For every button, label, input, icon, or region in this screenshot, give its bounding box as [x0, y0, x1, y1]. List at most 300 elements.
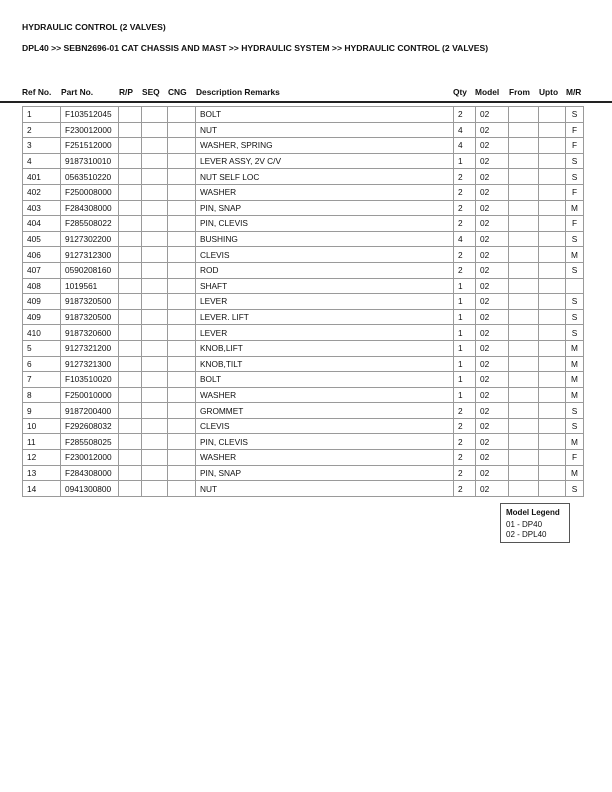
cell-ref: 401: [23, 169, 61, 185]
cell-cng: [168, 465, 196, 481]
cell-from: [509, 169, 539, 185]
page-title: HYDRAULIC CONTROL (2 VALVES): [22, 22, 166, 32]
cell-qty: 1: [454, 294, 476, 310]
cell-seq: [142, 340, 168, 356]
table-row: [23, 107, 584, 123]
col-description: Description Remarks: [196, 87, 280, 97]
cell-rp: [119, 387, 142, 403]
cell-part: 1019561: [61, 278, 119, 294]
cell-upto: [539, 122, 566, 138]
cell-from: [509, 309, 539, 325]
table-row: [23, 450, 584, 466]
col-upto: Upto: [539, 87, 559, 97]
cell-from: [509, 356, 539, 372]
cell-upto: [539, 356, 566, 372]
cell-qty: 4: [454, 122, 476, 138]
table-row: [23, 403, 584, 419]
cell-from: [509, 372, 539, 388]
table-row: [23, 418, 584, 434]
cell-seq: [142, 294, 168, 310]
cell-part: F251512000: [61, 138, 119, 154]
table-row: [23, 325, 584, 341]
cell-ref: 11: [23, 434, 61, 450]
cell-desc: NUT SELF LOC: [196, 169, 454, 185]
col-model: Model: [475, 87, 500, 97]
cell-desc: NUT: [196, 481, 454, 497]
cell-cng: [168, 294, 196, 310]
cell-qty: 2: [454, 169, 476, 185]
cell-from: [509, 247, 539, 263]
col-part-no: Part No.: [61, 87, 94, 97]
cell-model: 02: [476, 216, 509, 232]
cell-model: 02: [476, 481, 509, 497]
cell-from: [509, 278, 539, 294]
cell-seq: [142, 309, 168, 325]
cell-seq: [142, 184, 168, 200]
cell-seq: [142, 372, 168, 388]
cell-seq: [142, 403, 168, 419]
cell-part: 0941300800: [61, 481, 119, 497]
cell-from: [509, 450, 539, 466]
cell-part: 9187320600: [61, 325, 119, 341]
cell-upto: [539, 216, 566, 232]
cell-seq: [142, 325, 168, 341]
table-row: [23, 465, 584, 481]
cell-cng: [168, 418, 196, 434]
cell-model: 02: [476, 153, 509, 169]
cell-ref: 403: [23, 200, 61, 216]
cell-rp: [119, 465, 142, 481]
cell-qty: 2: [454, 200, 476, 216]
cell-part: 0590208160: [61, 262, 119, 278]
cell-seq: [142, 418, 168, 434]
cell-upto: [539, 418, 566, 434]
cell-qty: 1: [454, 325, 476, 341]
cell-ref: 402: [23, 184, 61, 200]
cell-cng: [168, 278, 196, 294]
cell-desc: LEVER ASSY, 2V C/V: [196, 153, 454, 169]
table-row: [23, 169, 584, 185]
cell-model: 02: [476, 340, 509, 356]
cell-seq: [142, 107, 168, 123]
cell-ref: 14: [23, 481, 61, 497]
cell-qty: 4: [454, 231, 476, 247]
cell-mr: S: [566, 418, 584, 434]
cell-seq: [142, 278, 168, 294]
cell-part: 9187320500: [61, 309, 119, 325]
model-legend: [500, 503, 570, 543]
cell-cng: [168, 481, 196, 497]
cell-model: 02: [476, 325, 509, 341]
cell-qty: 1: [454, 278, 476, 294]
cell-part: 9127302200: [61, 231, 119, 247]
cell-mr: S: [566, 231, 584, 247]
cell-desc: ROD: [196, 262, 454, 278]
cell-seq: [142, 387, 168, 403]
cell-ref: 7: [23, 372, 61, 388]
cell-model: 02: [476, 138, 509, 154]
cell-upto: [539, 184, 566, 200]
legend-title: Model Legend: [506, 508, 560, 517]
cell-upto: [539, 340, 566, 356]
cell-mr: M: [566, 200, 584, 216]
cell-ref: 13: [23, 465, 61, 481]
cell-model: 02: [476, 434, 509, 450]
cell-seq: [142, 200, 168, 216]
cell-seq: [142, 465, 168, 481]
table-row: [23, 231, 584, 247]
cell-from: [509, 122, 539, 138]
cell-seq: [142, 153, 168, 169]
cell-cng: [168, 231, 196, 247]
table-row: [23, 309, 584, 325]
cell-upto: [539, 294, 566, 310]
cell-cng: [168, 153, 196, 169]
cell-upto: [539, 309, 566, 325]
cell-ref: 10: [23, 418, 61, 434]
col-rp: R/P: [119, 87, 133, 97]
cell-desc: WASHER, SPRING: [196, 138, 454, 154]
cell-seq: [142, 356, 168, 372]
cell-rp: [119, 372, 142, 388]
cell-ref: 409: [23, 294, 61, 310]
cell-rp: [119, 153, 142, 169]
cell-seq: [142, 481, 168, 497]
cell-model: 02: [476, 418, 509, 434]
cell-qty: 2: [454, 450, 476, 466]
cell-cng: [168, 450, 196, 466]
cell-rp: [119, 200, 142, 216]
cell-cng: [168, 107, 196, 123]
cell-part: F285508022: [61, 216, 119, 232]
cell-ref: 407: [23, 262, 61, 278]
cell-cng: [168, 262, 196, 278]
cell-ref: 404: [23, 216, 61, 232]
cell-desc: PIN, CLEVIS: [196, 434, 454, 450]
cell-qty: 2: [454, 247, 476, 263]
cell-from: [509, 294, 539, 310]
cell-rp: [119, 403, 142, 419]
cell-upto: [539, 247, 566, 263]
cell-upto: [539, 278, 566, 294]
cell-part: F103512045: [61, 107, 119, 123]
cell-model: 02: [476, 122, 509, 138]
cell-from: [509, 403, 539, 419]
cell-from: [509, 325, 539, 341]
cell-part: F285508025: [61, 434, 119, 450]
cell-mr: M: [566, 356, 584, 372]
cell-mr: S: [566, 325, 584, 341]
cell-part: F292608032: [61, 418, 119, 434]
cell-part: 9127312300: [61, 247, 119, 263]
cell-model: 02: [476, 356, 509, 372]
cell-qty: 1: [454, 387, 476, 403]
cell-rp: [119, 122, 142, 138]
cell-from: [509, 387, 539, 403]
table-row: [23, 278, 584, 294]
col-qty: Qty: [453, 87, 467, 97]
table-row: [23, 372, 584, 388]
cell-from: [509, 434, 539, 450]
cell-mr: S: [566, 153, 584, 169]
cell-cng: [168, 216, 196, 232]
cell-seq: [142, 216, 168, 232]
table-row: [23, 294, 584, 310]
cell-qty: 1: [454, 356, 476, 372]
cell-desc: SHAFT: [196, 278, 454, 294]
cell-desc: BOLT: [196, 372, 454, 388]
cell-ref: 405: [23, 231, 61, 247]
cell-upto: [539, 481, 566, 497]
cell-desc: PIN, SNAP: [196, 465, 454, 481]
table-row: [23, 200, 584, 216]
cell-from: [509, 200, 539, 216]
cell-ref: 2: [23, 122, 61, 138]
cell-model: 02: [476, 231, 509, 247]
cell-rp: [119, 294, 142, 310]
cell-mr: F: [566, 450, 584, 466]
cell-ref: 3: [23, 138, 61, 154]
cell-from: [509, 184, 539, 200]
col-ref-no: Ref No.: [22, 87, 52, 97]
cell-rp: [119, 184, 142, 200]
cell-rp: [119, 169, 142, 185]
cell-part: F284308000: [61, 465, 119, 481]
cell-model: 02: [476, 403, 509, 419]
cell-desc: WASHER: [196, 387, 454, 403]
cell-part: F284308000: [61, 200, 119, 216]
table-row: [23, 122, 584, 138]
cell-desc: LEVER: [196, 325, 454, 341]
table-row: [23, 262, 584, 278]
cell-rp: [119, 216, 142, 232]
cell-cng: [168, 184, 196, 200]
cell-qty: 2: [454, 481, 476, 497]
cell-seq: [142, 434, 168, 450]
cell-cng: [168, 169, 196, 185]
cell-ref: 410: [23, 325, 61, 341]
cell-qty: 1: [454, 372, 476, 388]
cell-rp: [119, 356, 142, 372]
cell-from: [509, 481, 539, 497]
cell-desc: NUT: [196, 122, 454, 138]
cell-desc: KNOB,TILT: [196, 356, 454, 372]
cell-ref: 1: [23, 107, 61, 123]
cell-mr: M: [566, 434, 584, 450]
cell-desc: WASHER: [196, 450, 454, 466]
cell-part: F230012000: [61, 122, 119, 138]
table-row: [23, 216, 584, 232]
table-row: [23, 153, 584, 169]
cell-model: 02: [476, 372, 509, 388]
cell-part: F250008000: [61, 184, 119, 200]
cell-part: 9127321200: [61, 340, 119, 356]
cell-seq: [142, 231, 168, 247]
cell-qty: 4: [454, 138, 476, 154]
cell-cng: [168, 387, 196, 403]
cell-desc: BUSHING: [196, 231, 454, 247]
cell-mr: F: [566, 184, 584, 200]
cell-upto: [539, 169, 566, 185]
cell-upto: [539, 450, 566, 466]
cell-mr: S: [566, 403, 584, 419]
cell-cng: [168, 356, 196, 372]
cell-cng: [168, 309, 196, 325]
cell-part: 0563510220: [61, 169, 119, 185]
cell-mr: S: [566, 309, 584, 325]
table-row: [23, 247, 584, 263]
cell-cng: [168, 122, 196, 138]
cell-model: 02: [476, 184, 509, 200]
cell-from: [509, 216, 539, 232]
cell-part: 9187200400: [61, 403, 119, 419]
cell-upto: [539, 434, 566, 450]
cell-desc: CLEVIS: [196, 418, 454, 434]
cell-from: [509, 465, 539, 481]
cell-cng: [168, 200, 196, 216]
cell-from: [509, 153, 539, 169]
cell-model: 02: [476, 262, 509, 278]
cell-ref: 9: [23, 403, 61, 419]
cell-ref: 408: [23, 278, 61, 294]
cell-qty: 2: [454, 434, 476, 450]
cell-qty: 2: [454, 216, 476, 232]
cell-model: 02: [476, 169, 509, 185]
col-from: From: [509, 87, 530, 97]
cell-upto: [539, 153, 566, 169]
cell-rp: [119, 418, 142, 434]
table-row: [23, 387, 584, 403]
cell-upto: [539, 372, 566, 388]
table-row: [23, 138, 584, 154]
cell-cng: [168, 434, 196, 450]
cell-mr: M: [566, 465, 584, 481]
cell-rp: [119, 138, 142, 154]
cell-upto: [539, 262, 566, 278]
parts-table: [22, 106, 584, 497]
cell-ref: 8: [23, 387, 61, 403]
cell-part: 9187320500: [61, 294, 119, 310]
table-row: [23, 481, 584, 497]
cell-upto: [539, 403, 566, 419]
cell-from: [509, 262, 539, 278]
cell-part: F230012000: [61, 450, 119, 466]
cell-mr: F: [566, 122, 584, 138]
table-row: [23, 340, 584, 356]
cell-ref: 409: [23, 309, 61, 325]
table-header: [0, 87, 612, 99]
cell-desc: LEVER: [196, 294, 454, 310]
cell-model: 02: [476, 107, 509, 123]
cell-seq: [142, 122, 168, 138]
col-mr: M/R: [566, 87, 582, 97]
cell-cng: [168, 340, 196, 356]
cell-seq: [142, 247, 168, 263]
cell-qty: 1: [454, 153, 476, 169]
cell-mr: F: [566, 138, 584, 154]
cell-qty: 2: [454, 107, 476, 123]
cell-mr: F: [566, 216, 584, 232]
cell-model: 02: [476, 294, 509, 310]
cell-rp: [119, 340, 142, 356]
cell-mr: S: [566, 169, 584, 185]
cell-upto: [539, 387, 566, 403]
cell-upto: [539, 138, 566, 154]
cell-model: 02: [476, 450, 509, 466]
cell-rp: [119, 481, 142, 497]
cell-qty: 2: [454, 184, 476, 200]
cell-from: [509, 231, 539, 247]
cell-model: 02: [476, 387, 509, 403]
cell-qty: 2: [454, 465, 476, 481]
cell-ref: 6: [23, 356, 61, 372]
cell-seq: [142, 138, 168, 154]
cell-rp: [119, 450, 142, 466]
cell-from: [509, 138, 539, 154]
cell-desc: LEVER. LIFT: [196, 309, 454, 325]
cell-model: 02: [476, 278, 509, 294]
cell-cng: [168, 325, 196, 341]
cell-upto: [539, 231, 566, 247]
cell-model: 02: [476, 309, 509, 325]
col-cng: CNG: [168, 87, 187, 97]
cell-mr: [566, 278, 584, 294]
col-seq: SEQ: [142, 87, 160, 97]
cell-ref: 12: [23, 450, 61, 466]
cell-mr: S: [566, 107, 584, 123]
cell-desc: KNOB,LIFT: [196, 340, 454, 356]
cell-qty: 1: [454, 309, 476, 325]
cell-rp: [119, 278, 142, 294]
cell-qty: 2: [454, 418, 476, 434]
cell-mr: S: [566, 262, 584, 278]
cell-rp: [119, 325, 142, 341]
cell-upto: [539, 465, 566, 481]
cell-desc: WASHER: [196, 184, 454, 200]
breadcrumb: DPL40 >> SEBN2696-01 CAT CHASSIS AND MAST >> HYDRAULIC SYSTEM >> HYDRAULIC CONTROL (2 VALVES): [22, 43, 489, 53]
cell-cng: [168, 247, 196, 263]
cell-mr: M: [566, 340, 584, 356]
cell-rp: [119, 231, 142, 247]
cell-from: [509, 418, 539, 434]
cell-desc: PIN, CLEVIS: [196, 216, 454, 232]
header-divider: [0, 101, 612, 103]
cell-rp: [119, 247, 142, 263]
cell-model: 02: [476, 465, 509, 481]
cell-upto: [539, 325, 566, 341]
cell-model: 02: [476, 200, 509, 216]
cell-rp: [119, 434, 142, 450]
cell-desc: GROMMET: [196, 403, 454, 419]
cell-upto: [539, 200, 566, 216]
cell-qty: 2: [454, 403, 476, 419]
cell-qty: 1: [454, 340, 476, 356]
cell-mr: S: [566, 294, 584, 310]
cell-seq: [142, 262, 168, 278]
cell-ref: 406: [23, 247, 61, 263]
cell-mr: M: [566, 387, 584, 403]
cell-mr: S: [566, 481, 584, 497]
cell-part: F103510020: [61, 372, 119, 388]
cell-cng: [168, 403, 196, 419]
cell-from: [509, 107, 539, 123]
legend-item: 02 - DPL40: [506, 530, 547, 539]
cell-part: 9127321300: [61, 356, 119, 372]
cell-part: F250010000: [61, 387, 119, 403]
cell-cng: [168, 138, 196, 154]
cell-mr: M: [566, 372, 584, 388]
legend-item: 01 - DP40: [506, 520, 543, 529]
